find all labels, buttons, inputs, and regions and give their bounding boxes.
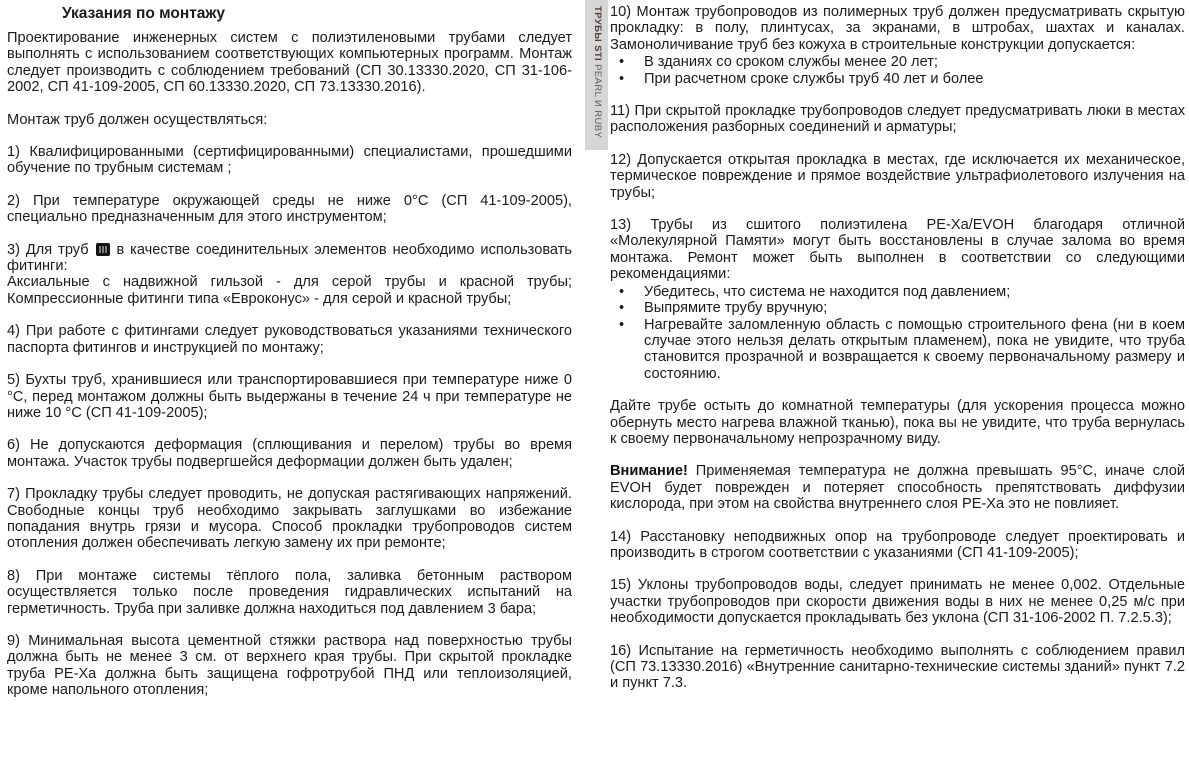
bullet-item [610,317,1185,383]
bullet-list [610,54,1185,87]
bullet-text: Выпрямите трубу вручную; [644,300,828,317]
paragraph: 11) При скрытой прокладке трубопроводов следует предусматривать люки в местах расположения разборных соединений и арматуры; [610,103,1185,136]
divider-tab [585,0,608,150]
paragraph: Дайте трубе остыть до комнатной температуры (для ускорения процесса можно обернуть место нагрева влажной тканью), пока вы не увидите, что труба вернулась к своему первоначальному непрозрачному виду. [610,398,1185,447]
doc-heading: Указания по монтажу [62,5,226,22]
paragraph: 16) Испытание на герметичность необходимо выполнять с соблюдением правил (СП 73.13330.2016) «Внутренние санитарно-технические системы зданий» пункт 7.2 и пункт 7.3. [610,642,1185,692]
paragraph: 6) Не допускаются деформация (сплющивания и перелом) трубы во время монтажа. Участок трубы подвергшейся деформации должен быть удален; [7,437,572,470]
paragraph: 5) Бухты труб, хранившиеся или транспортировавшиеся при температуре ниже 0 °С, перед монтажом должны быть выдержаны в течение 24 ч при температуре не ниже 10 °С (СП 41-109-2005); [7,372,572,421]
divider-tab-regular-text: PEARL И RUBY [592,61,603,139]
paragraph: 9) Минимальная высота цементной стяжки раствора над поверхностью трубы должна быть не менее 3 см. от верхнего края трубы. При скрытой прокладке труба PE-Xa должна быть защищена гофротрубой ПНД или теплоизоляцией, кроме напольного отопления; [7,632,572,699]
bullet-marker: • [619,300,625,317]
bullet-marker: • [619,283,625,300]
paragraph: 3) Для труб в качестве соединительных элементов необходимо использовать фитинги: Аксиальные с надвижной гильзой - для серой трубы и красной трубы; Компрессионные фитинги типа «Евроконус» - для серой и красной трубы; [7,241,572,307]
right-column [610,4,1185,708]
paragraph: 10) Монтаж трубопроводов из полимерных труб должен предусматривать скрытую прокладку: в полу, плинтусах, за экранами, в штробах, шахтах и каналах. Замоноличивание труб без кожуха в строительные конструкции допускается: [610,4,1185,53]
bullet-text: В зданиях со сроком службы менее 20 лет; [644,54,938,71]
bullet-item [610,284,1185,300]
paragraph: 8) При монтаже системы тёплого пола, заливка бетонным раствором осуществляется только после проведения гидравлических испытаний на герметичность. Труба при заливке должна находиться под давлением 3 бара; [7,567,572,617]
sti-logo-glyph [96,243,110,256]
paragraph: 7) Прокладку трубы следует проводить, не допуская растягивающих напряжений. Свободные концы труб необходимо закрывать заглушками во избежание попадания внутрь грязи и мусора. Способ прокладки трубопроводов систем отопления должен обеспечивать легкую замену их при ремонте; [7,486,572,552]
bullet-item [610,300,1185,316]
paragraph: 15) Уклоны трубопроводов воды, следует принимать не менее 0,002. Отдельные участки трубопроводов при скорости движения воды в них не менее 0,25 м/с при необходимости допускается прокладывать без уклона (СП 31-106-2002 П. 7.2.5.3); [610,577,1185,627]
bullet-text: Нагревайте заломленную область с помощью строительного фена (ни в коем случае этого нельзя делать открытым пламенем), пока не увидите, что труба становится прозрачной и возвращается к своему первоначальному размеру и состоянию. [644,316,1185,382]
paragraph: 14) Расстановку неподвижных опор на трубопроводе следует проектировать и производить в строгом соответствии с указаниями (СП 41-109-2005); [610,528,1185,561]
paragraph: 12) Допускается открытая прокладка в местах, где исключается их механическое, термическое повреждение и прямое воздействие ультрафиолетового излучения на трубы; [610,151,1185,201]
paragraph: 13) Трубы из сшитого полиэтилена PE-Xa/EVOH благодаря отличной «Молекулярной Памяти» могут быть восстановлены в случае залома во время монтажа. Ремонт может быть выполнен в соответствии со следующими рекомендациями: [610,217,1185,283]
paragraph: Монтаж труб должен осуществляться: [7,111,268,128]
paragraph: 1) Квалифицированными (сертифицированными) специалистами, прошедшими обучение по трубным системам ; [7,144,572,177]
attention-label: Внимание! [610,463,688,480]
paragraph: Внимание! Применяемая температура не должна превышать 95°С, иначе слой EVOH будет поврежден и потеряет способность препятствовать диффузии кислорода, при этом на свойства внутреннего слоя PE-Xa это не повлияет. [610,463,1185,513]
paragraph: 4) При работе с фитингами следует руководствоваться указаниями технического паспорта фитингов и инструкцией по монтажу; [7,323,572,356]
bullet-item [610,54,1185,70]
bullet-marker: • [619,70,625,87]
bullet-list [610,284,1185,382]
bullet-text: При расчетном сроке службы труб 40 лет и более [644,70,984,87]
paragraph: Проектирование инженерных систем с полиэтиленовыми трубами следует выполнять с использованием соответствующих компьютерных программ. Монтаж следует производить с соблюдением требований (СП 30.13330.2020, СП 31-106-2002, СП 41-109-2005, СП 60.13330.2020, СП 73.13330.2016). [7,30,572,96]
bullet-text: Убедитесь, что система не находится под давлением; [644,283,1011,300]
left-column [7,4,572,715]
bullet-marker: • [619,54,625,71]
paragraph: 2) При температуре окружающей среды не ниже 0°С (СП 41-109-2005), специально предназначенным для этого инструментом; [7,192,572,226]
bullet-item [610,71,1185,87]
paragraph-line: Аксиальные с надвижной гильзой - для серой трубы и красной трубы; Компрессионные фитинги типа «Евроконус» - для серой и красной трубы; [7,274,572,307]
bullet-marker: • [619,316,625,333]
divider-tab-bold-text: ТРУБЫ STI [592,6,603,62]
